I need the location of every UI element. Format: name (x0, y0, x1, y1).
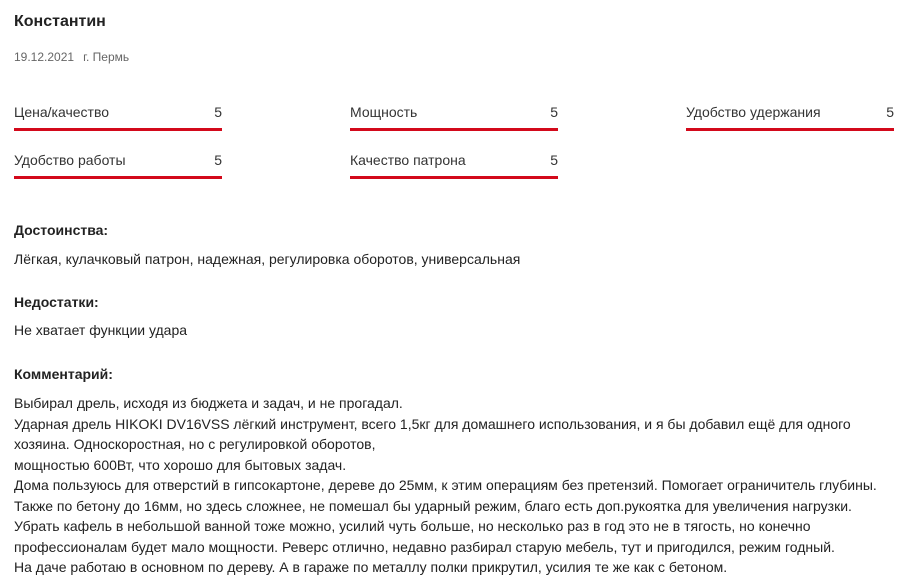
comment-line: мощностью 600Вт, что хорошо для бытовых задач. (14, 456, 347, 473)
rating-work-comfort (14, 146, 222, 179)
rating-chuck-quality (350, 146, 558, 179)
rating-value: 5 (886, 104, 894, 120)
comment-line: профессионалам будет мало мощности. Реверс отлично, недавно разбирал старую мебель, тут и пригодился, режим годный. (14, 538, 835, 555)
review-meta (14, 50, 129, 64)
comment-line: На даче работаю в основном по дереву. А в гараже по металлу полки прикрутил, усилия те же как с бетоном. (14, 559, 728, 575)
comment-line: Также по бетону до 16мм, но здесь сложнее, не помешал бы ударный режим, благо есть доп.рукоятка для увеличения нагрузки. (14, 497, 852, 514)
rating-grip-comfort (686, 98, 894, 131)
review-date: 19.12.2021 (14, 50, 75, 64)
pros-title: Достоинства: (14, 222, 109, 238)
review-city: г. Пермь (83, 50, 130, 64)
comment-title: Комментарий: (14, 366, 113, 382)
rating-power (350, 98, 558, 131)
rating-label: Цена/качество (14, 104, 110, 120)
rating-label: Качество патрона (350, 152, 466, 168)
cons-title: Недостатки: (14, 294, 99, 310)
rating-value: 5 (550, 104, 558, 120)
rating-label: Мощность (350, 104, 418, 120)
comment-line: Выбирал дрель, исходя из бюджета и задач, и не прогадал. (14, 395, 403, 411)
rating-price-quality (14, 98, 222, 131)
rating-value: 5 (214, 104, 222, 120)
review-author: Константин (14, 13, 106, 30)
comment-text (14, 393, 904, 578)
comment-line: Ударная дрель HIKOKI DV16VSS лёгкий инструмент, всего 1,5кг для домашнего использования, и я бы добавил ещё для одного (14, 415, 851, 432)
rating-value: 5 (550, 152, 558, 168)
pros-text: Лёгкая, кулачковый патрон, надежная, регулировка оборотов, универсальная (14, 251, 521, 267)
cons-text: Не хватает функции удара (14, 322, 188, 338)
rating-label: Удобство работы (14, 152, 126, 168)
comment-line: Убрать кафель в небольшой ванной тоже можно, усилий чуть больше, но несколько раз в год это не в тягость, но конечно (14, 518, 811, 534)
rating-label: Удобство удержания (686, 104, 821, 120)
comment-line: хозяина. Односкоростная, но с регулировкой оборотов, (14, 436, 376, 452)
rating-value: 5 (214, 152, 222, 168)
comment-line: Дома пользуюсь для отверстий в гипсокартоне, дереве до 25мм, к этим операциям без претензий. Помогает ограничитель глубины. (14, 477, 877, 493)
